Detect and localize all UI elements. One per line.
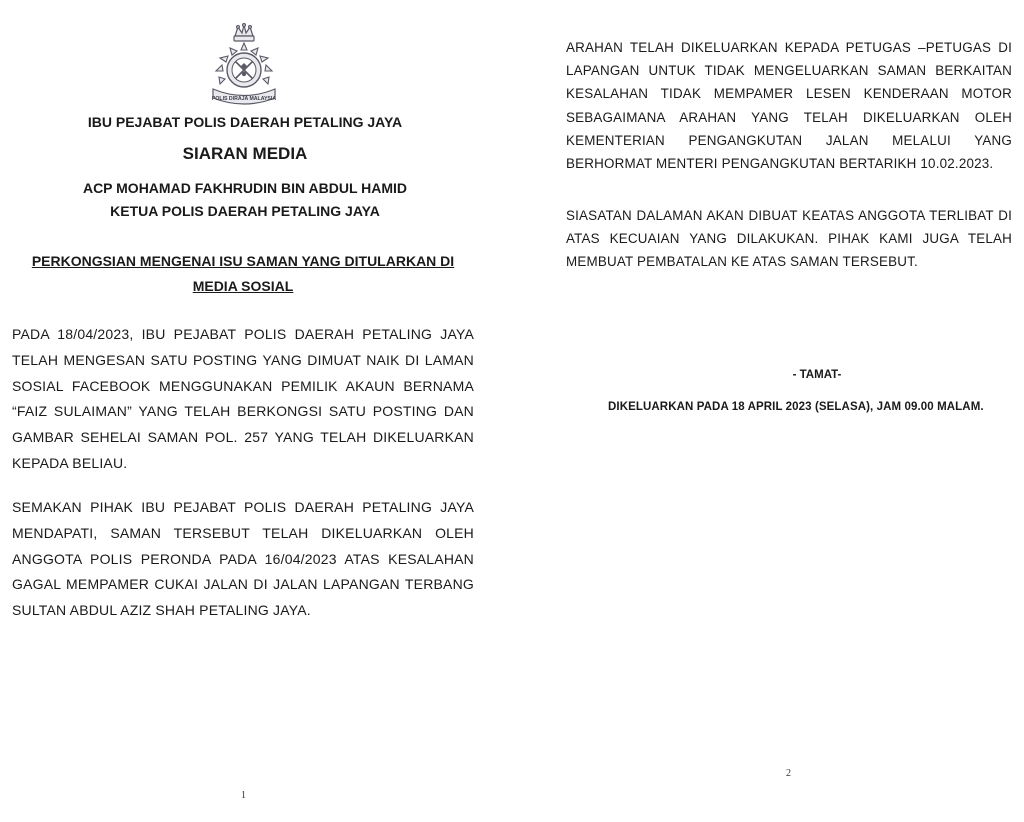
office-heading: IBU PEJABAT POLIS DAERAH PETALING JAYA [87, 114, 403, 130]
body-paragraph-4: SIASATAN DALAMAN AKAN DIBUAT KEATAS ANGGOTA TERLIBAT DI ATAS KECUAIAN YANG DILAKUKAN. PIHAK KAMI JUGA TELAH MEMBUAT PEMBATALAN KE ATAS SAMAN TERSEBUT. [566, 208, 1012, 270]
body-paragraph-2: SEMAKAN PIHAK IBU PEJABAT POLIS DAERAH PETALING JAYA MENDAPATI, SAMAN TERSEBUT TELAH DIKELUARKAN OLEH ANGGOTA POLIS PERONDA PADA 16/04/2023 ATAS KESALAHAN GAGAL MEMPAMER CUKAI JALAN DI JALAN LAPANGAN TERBANG SULTAN ABDUL AZIZ SHAH PETALING JAYA. [12, 499, 474, 619]
body-paragraph-1: PADA 18/04/2023, IBU PEJABAT POLIS DAERAH PETALING JAYA TELAH MENGESAN SATU POSTING YANG DIMUAT NAIK DI LAMAN SOSIAL FACEBOOK MENGGUNAKAN PEMILIK AKAUN BERNAMA “FAIZ SULAIMAN” YANG TELAH BERKONGSI SATU POSTING DAN GAMBAR SEHELAI SAMAN POL. 257 YANG TELAH DIKELUARKAN KEPADA BELIAU. [12, 326, 474, 471]
body-paragraph-3: ARAHAN TELAH DIKELUARKAN KEPADA PETUGAS –PETUGAS DI LAPANGAN UNTUK TIDAK MENGELUARKAN SAMAN BERKAITAN KESALAHAN TIDAK MEMPAMER LESEN KENDERAAN MOTOR SEBAGAIMANA ARAHAN YANG TELAH DIKELUARKAN OLEH KEMENTERIAN PENGANGKUTAN JALAN MELALUI YANG BERHORMAT MENTERI PENGANGKUTAN BERTARIKH 10.02.2023. [566, 40, 1012, 172]
page-title: SIARAN MEDIA [182, 144, 308, 163]
press-release-page-2 [512, 0, 1024, 822]
subject-line-1: PERKONGSIAN MENGENAI ISU SAMAN YANG DITULARKAN DI [31, 253, 455, 269]
crest-motto: POLIS DIRAJA MALAYSIA [211, 96, 277, 102]
press-release-page-1 [0, 0, 490, 822]
subject-line-2: MEDIA SOSIAL [192, 278, 294, 294]
officer-role: KETUA POLIS DAERAH PETALING JAYA [110, 203, 380, 219]
end-mark: - TAMAT- [792, 369, 842, 381]
royal-malaysia-police-crest-icon [205, 22, 283, 106]
page-number-1: 1 [241, 790, 246, 801]
page-number-2: 2 [786, 768, 791, 779]
officer-name: ACP MOHAMAD FAKHRUDIN BIN ABDUL HAMID [82, 180, 408, 196]
issued-datetime: DIKELUARKAN PADA 18 APRIL 2023 (SELASA), JAM 09.00 MALAM. [608, 401, 984, 413]
